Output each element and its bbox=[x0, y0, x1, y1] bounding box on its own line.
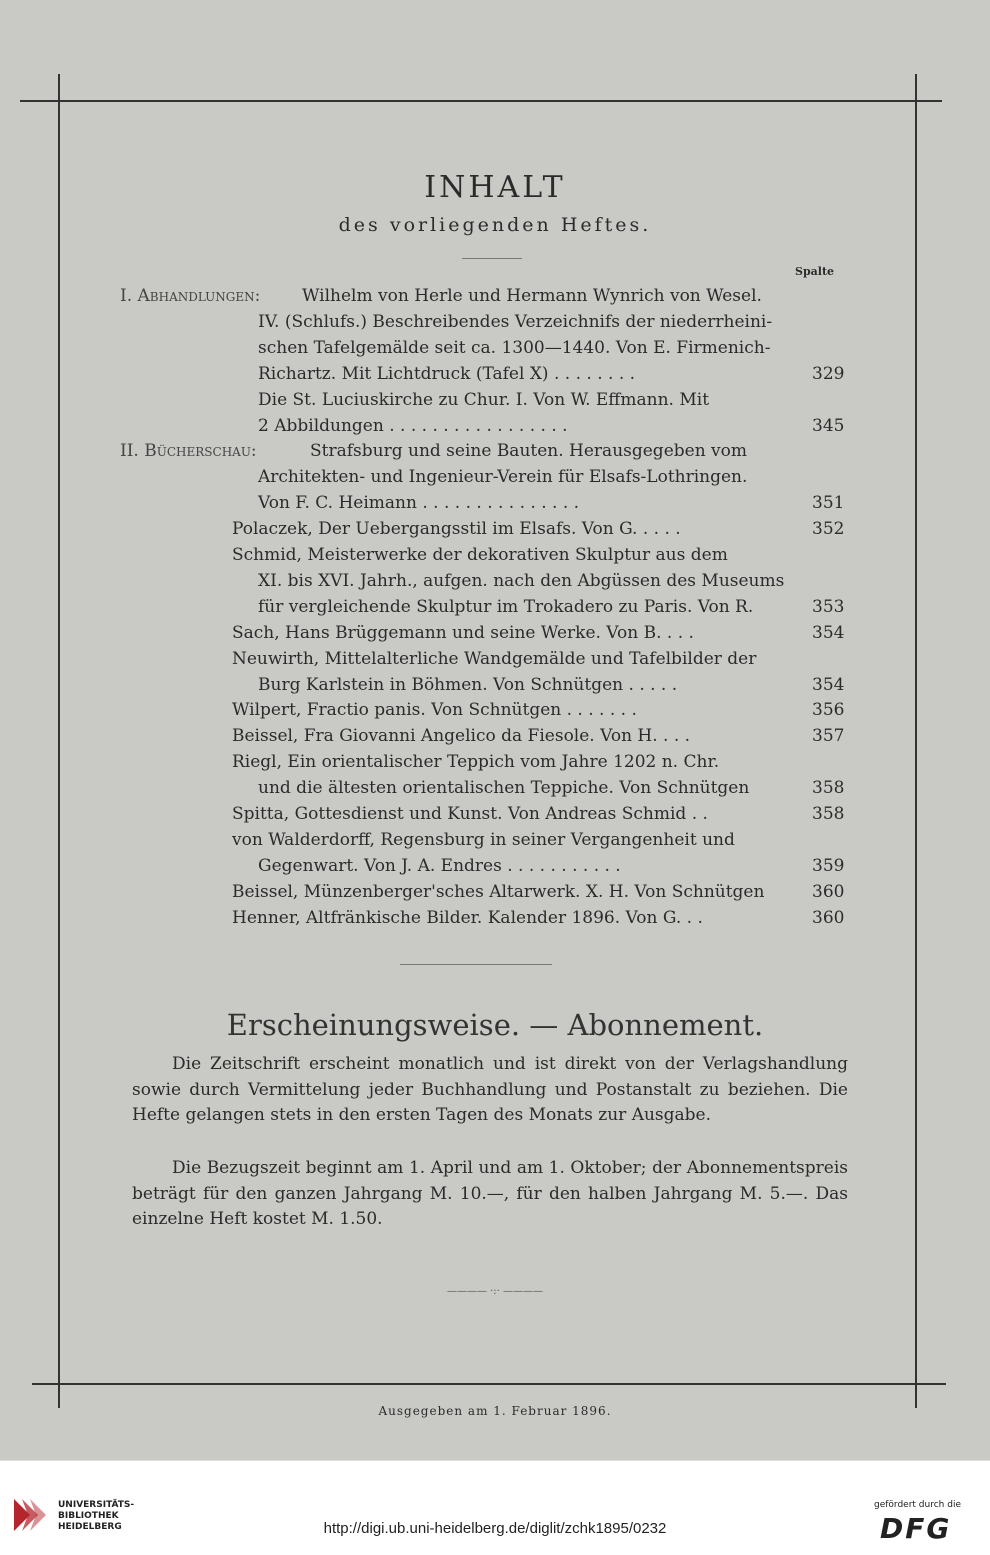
toc-row bbox=[0, 467, 990, 492]
toc-row bbox=[0, 571, 990, 596]
toc-row bbox=[0, 830, 990, 855]
toc-row bbox=[0, 856, 990, 881]
toc-entry-text: 2 Abbildungen . . . . . . . . . . . . . . . . . bbox=[258, 415, 568, 436]
ornament: ———— ·:· ———— bbox=[446, 1286, 544, 1297]
library-line-1: UNIVERSITÄTS- bbox=[58, 1500, 135, 1510]
toc-page-number: 351 bbox=[812, 493, 845, 514]
toc-row bbox=[0, 752, 990, 777]
dfg-logo: DFG bbox=[880, 1512, 952, 1545]
toc-entry-text: Die St. Luciuskirche zu Chur. I. Von W. Effmann. Mit bbox=[258, 389, 710, 410]
toc-page-number: 360 bbox=[812, 907, 845, 928]
toc-page-number: 354 bbox=[812, 622, 845, 643]
toc-entry-text: Von F. C. Heimann . . . . . . . . . . . . . . . bbox=[258, 493, 580, 514]
toc-page-number: 352 bbox=[812, 519, 845, 540]
toc-page-number: 353 bbox=[812, 596, 845, 617]
paragraph-2 bbox=[132, 1156, 848, 1233]
toc-row bbox=[0, 623, 990, 648]
toc-row bbox=[0, 778, 990, 803]
toc-page-number: 356 bbox=[812, 700, 845, 721]
toc-entry-text: und die ältesten orientalischen Teppiche. Von Schnütgen bbox=[258, 778, 750, 799]
toc-entry-text: von Walderdorff, Regensburg in seiner Vergangenheit und bbox=[232, 829, 735, 850]
toc-entry-text: IV. (Schlufs.) Beschreibendes Verzeichnifs der niederrheini- bbox=[258, 311, 773, 332]
toc-page-number: 358 bbox=[812, 804, 845, 824]
issue-date: Ausgegeben am 1. Februar 1896. bbox=[378, 1404, 612, 1418]
toc-entry-text: Richartz. Mit Lichtdruck (Tafel X) . . . . . . . . bbox=[258, 363, 636, 384]
page-title: INHALT bbox=[424, 170, 566, 205]
toc-row bbox=[0, 519, 990, 544]
toc-row bbox=[0, 286, 990, 311]
section-divider bbox=[400, 964, 552, 965]
toc-row bbox=[0, 390, 990, 415]
toc-entry-text: Strafsburg und seine Bauten. Herausgegeben vom bbox=[310, 441, 748, 462]
paragraph-1 bbox=[132, 1052, 848, 1129]
toc-entry-text: Henner, Altfränkische Bilder. Kalender 1896. Von G. . . bbox=[232, 907, 703, 928]
toc-entry-text: für vergleichende Skulptur im Trokadero zu Paris. Von R. bbox=[258, 596, 754, 617]
paragraph-1-text: Die Zeitschrift erscheint monatlich und ist direkt von der Verlagshandlung sowie durch Vermittelung jeder Buchhandlung und Postanstalt zu beziehen. Die Hefte gelangen stets in den ersten Tagen des Monats zur Ausgabe. bbox=[132, 1054, 848, 1125]
toc-entry-text: Beissel, Fra Giovanni Angelico da Fiesole. Von H. . . . bbox=[232, 726, 691, 747]
toc-entry-text: Sach, Hans Brüggemann und seine Werke. Von B. . . . bbox=[232, 622, 694, 643]
library-line-2: BIBLIOTHEK bbox=[58, 1511, 119, 1521]
toc-row bbox=[0, 649, 990, 674]
toc-row bbox=[0, 545, 990, 570]
toc-page-number: 329 bbox=[812, 363, 845, 384]
toc-row bbox=[0, 441, 990, 466]
toc-page-number: 359 bbox=[812, 855, 845, 876]
toc-entry-text: XI. bis XVI. Jahrh., aufgen. nach den Abgüssen des Museums bbox=[258, 570, 785, 591]
page-subtitle: des vorliegenden Heftes. bbox=[338, 214, 652, 236]
toc-row bbox=[0, 493, 990, 518]
toc-entry-text: Burg Karlstein in Böhmen. Von Schnütgen . . . . . bbox=[258, 674, 678, 695]
toc-entry-text: Riegl, Ein orientalischer Teppich vom Jahre 1202 n. Chr. bbox=[232, 752, 720, 773]
title-divider bbox=[462, 258, 522, 259]
toc-row bbox=[0, 908, 990, 933]
toc-row bbox=[0, 675, 990, 700]
toc-page-number: 345 bbox=[812, 415, 845, 436]
toc-row bbox=[0, 726, 990, 751]
toc-entry-text: Architekten- und Ingenieur-Verein für Elsafs-Lothringen. bbox=[258, 467, 748, 488]
bottom-rule bbox=[32, 1383, 946, 1385]
toc-entry-text: Polaczek, Der Uebergangsstil im Elsafs. Von G. . . . . bbox=[232, 519, 681, 540]
toc-page-number: 360 bbox=[812, 881, 845, 902]
toc-page-number: 354 bbox=[812, 674, 845, 695]
toc-row bbox=[0, 804, 990, 829]
toc-row bbox=[0, 882, 990, 907]
section-heading: Erscheinungsweise. — Abonnement. bbox=[226, 1008, 764, 1042]
toc-entry-text: Beissel, Münzenberger'sches Altarwerk. X. H. Von Schnütgen bbox=[232, 881, 765, 902]
library-footer-bar bbox=[0, 1460, 990, 1555]
toc-row bbox=[0, 700, 990, 725]
column-label: Spalte bbox=[795, 265, 835, 278]
toc-page-number: 357 bbox=[812, 726, 845, 747]
top-rule bbox=[20, 100, 942, 102]
toc-row bbox=[0, 338, 990, 363]
toc-entry-text: Neuwirth, Mittelalterliche Wandgemälde und Tafelbilder der bbox=[232, 648, 757, 669]
toc-section-label: I. Abhandlungen: bbox=[120, 286, 261, 306]
toc-row bbox=[0, 416, 990, 441]
toc-entry-text: Spitta, Gottesdienst und Kunst. Von Andreas Schmid . . bbox=[232, 804, 708, 824]
funded-by-label: gefördert durch die bbox=[874, 1500, 961, 1510]
toc-row bbox=[0, 364, 990, 389]
toc-entry-text: Schmid, Meisterwerke der dekorativen Skulptur aus dem bbox=[232, 545, 728, 565]
toc-entry-text: Gegenwart. Von J. A. Endres . . . . . . . . . . . bbox=[258, 855, 621, 876]
toc-row bbox=[0, 597, 990, 622]
toc-entry-text: schen Tafelgemälde seit ca. 1300—1440. Von E. Firmenich- bbox=[258, 337, 771, 358]
toc-entry-text: Wilpert, Fractio panis. Von Schnütgen . . . . . . . bbox=[232, 700, 637, 721]
permalink[interactable]: http://digi.ub.uni-heidelberg.de/diglit/zchk1895/0232 bbox=[323, 1520, 667, 1537]
toc-entry-text: Wilhelm von Herle und Hermann Wynrich von Wesel. bbox=[302, 286, 762, 306]
paragraph-2-text: Die Bezugszeit beginnt am 1. April und am 1. Oktober; der Abonnementspreis beträgt für den ganzen Jahrgang M. 10.—, für den halben Jahrgang M. 5.—. Das einzelne Heft kostet M. 1.50. bbox=[132, 1158, 848, 1229]
toc-row bbox=[0, 312, 990, 337]
library-line-3: HEIDELBERG bbox=[58, 1522, 122, 1532]
toc-page-number: 358 bbox=[812, 778, 845, 799]
toc-section-label: II. Bücherschau: bbox=[120, 441, 257, 462]
